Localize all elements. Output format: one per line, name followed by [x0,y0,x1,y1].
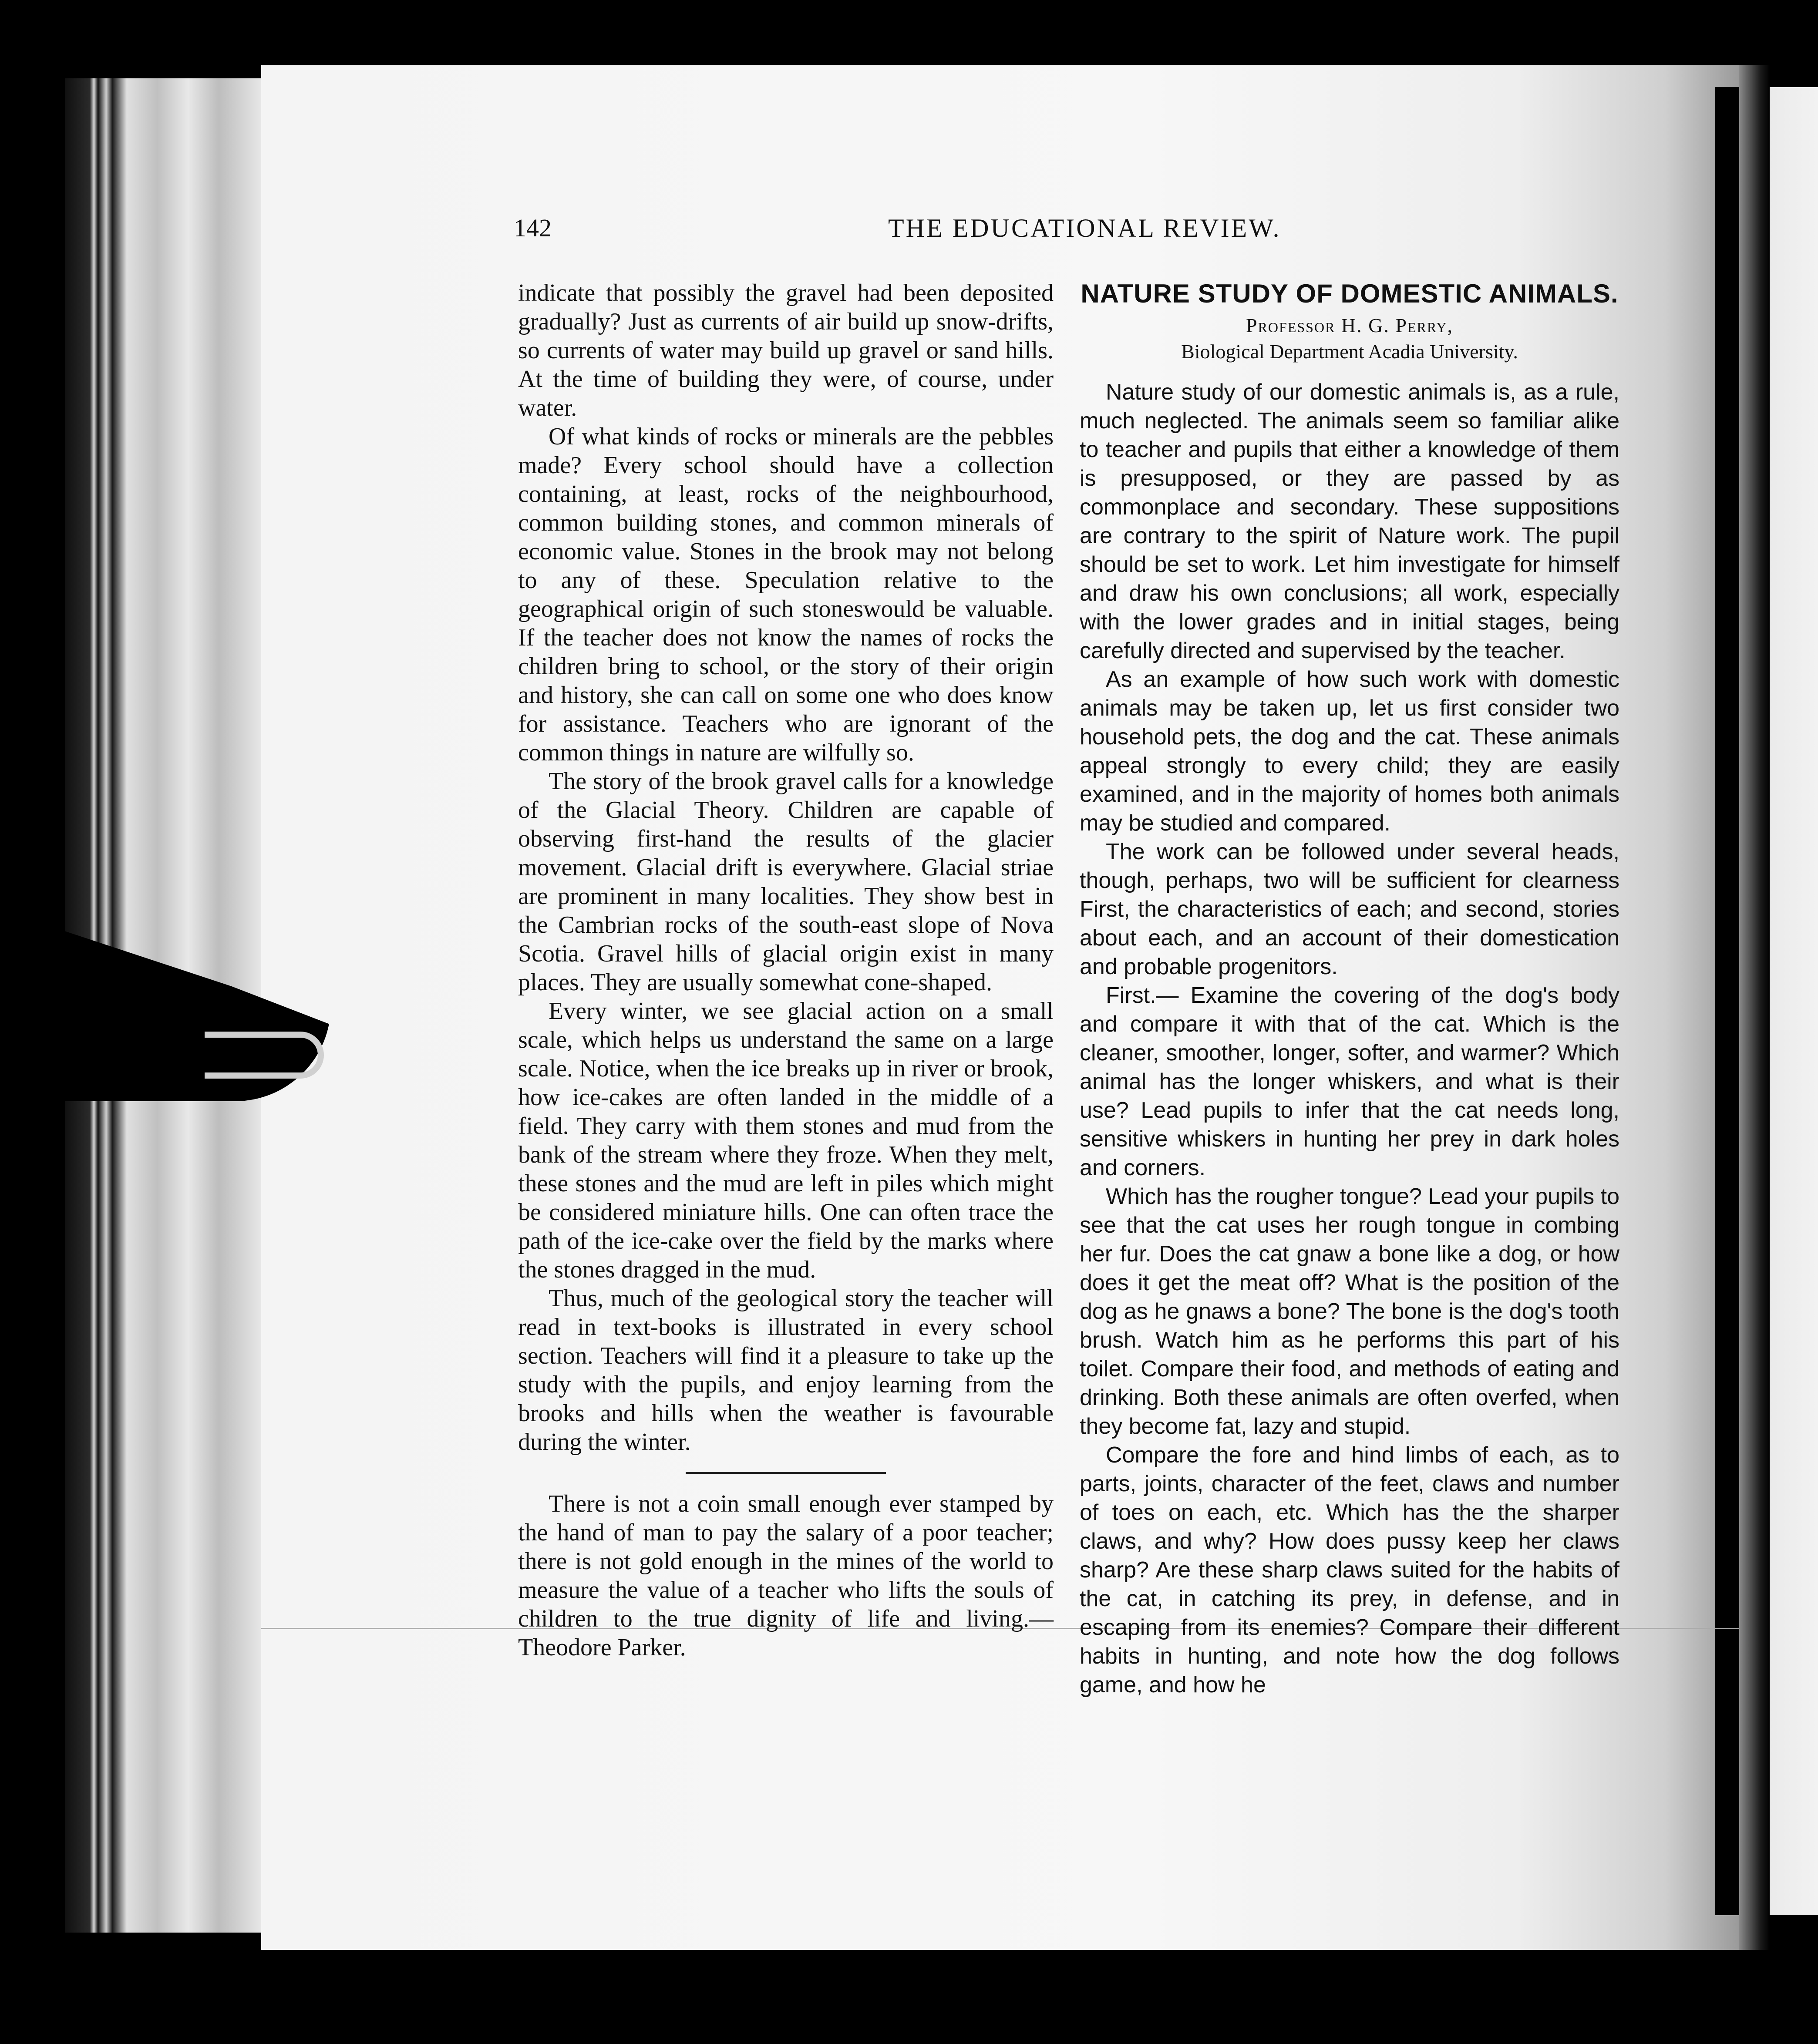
page-number: 142 [514,214,552,242]
paragraph: The story of the brook gravel calls for a knowledge of the Glacial Theory. Children are capable of observing first-hand the results of the glacier movement. Glacial drift is everywhere. Glacial striae are prominent in many localities. They show best in the Cambrian rocks of the south-east slope of Nova Scotia. Gravel hills of glacial origin exist in many places. They are usually somewhat cone-shaped. [518,768,1054,996]
article-title: NATURE STUDY OF DOMESTIC ANIMALS. [1081,279,1619,308]
paragraph: Which has the rougher tongue? Lead your pupils to see that the cat uses her rough tongue in combing her fur. Does the cat gnaw a bone like a dog, or how does it get the meat off? What is the position of the dog as he gnaws a bone? The bone is the dog's tooth brush. Watch him as he performs this part of his toilet. Compare their food, and methods of eating and drinking. Both these animals are often overfed, when they become fat, lazy and stupid. [1080,1184,1619,1439]
paragraph: As an example of how such work with domestic animals may be taken up, let us first consider two household pets, the dog and the cat. These animals appeal strongly to every child; they are easily examined, and in the majority of homes both animals may be studied and compared. [1080,667,1619,836]
quote: There is not a coin small enough ever stamped by the hand of man to pay the salary of a poor teacher; there is not gold enough in the mines of the world to measure the value of a teacher who lifts the souls of children to the true dignity of life and living.—Theodore Parker. [518,1490,1054,1661]
paragraph: Thus, much of the geological story the teacher will read in text-books is illustrated in every school section. Teachers will find it a pleasure to take up the study with the pupils, and enjoy learning from the brooks and hills when the weather is favourable during the winter. [518,1285,1054,1456]
finger-highlight [205,1032,324,1079]
running-head: THE EDUCATIONAL REVIEW. [888,214,1281,242]
paragraph: indicate that possibly the gravel had been deposited gradually? Just as currents of air build up snow-drifts, so currents of water may build up gravel or sand hills. At the time of building they were, of course, under water. [518,279,1054,421]
page-header [514,213,1646,261]
paragraph: Every winter, we see glacial action on a small scale, which helps us understand the same on a large scale. Notice, when the ice breaks up in river or brook, how ice-cakes are often landed in the middle of a field. They carry with them stones and mud from the bank of the stream where they froze. When they melt, these stones and the mud are left in piles which might be considered miniature hills. One can often trace the path of the ice-cake over the field by the marks where the stones dragged in the mud. [518,998,1054,1283]
left-column [518,279,1054,1662]
paragraph: Of what kinds of rocks or minerals are the pebbles made? Every school should have a collection containing, at least, rocks of the neighbourhood, common building stones, and common minerals of economic value. Stones in the brook may not belong to any of these. Speculation relative to the geographical origin of such stoneswould be valuable. If the teacher does not know the names of rocks the children bring to school, or the story of their origin and history, she can call on some one who does know for assistance. Teachers who are ignorant of the common things in nature are wilfully so. [518,423,1054,766]
article-body [1080,378,1619,1699]
book-gutter [1739,65,1770,1950]
paragraph: The work can be followed under several heads, though, perhaps, two will be sufficient for clearness First, the characteristics of each; and second, stories about each, and an account of their domestication and probable progenitors. [1080,839,1619,979]
paragraph: Nature study of our domestic animals is, as a rule, much neglected. The animals seem so familiar alike to teacher and pupils that either a knowledge of them is presupposed, or they are passed by as commonplace and secondary. These suppositions are contrary to the spirit of Nature work. The pupil should be set to work. Let him investigate for himself and draw his own conclusions; all work, especially with the lower grades and in initial stages, being carefully directed and supervised by the teacher. [1080,380,1619,663]
article-author: Professor H. G. Perry, [1246,314,1454,336]
paragraph: First.— Examine the covering of the dog's body and compare it with that of the cat. Which is the cleaner, smoother, longer, softer, and warmer? Which animal has the longer whiskers, and what is their use? Lead pupils to infer that the cat needs long, sensitive whiskers in hunting her prey in dark holes and corners. [1080,983,1619,1180]
article-affiliation: Biological Department Acadia University. [1181,340,1518,363]
right-column [1080,279,1619,1699]
section-divider [686,1472,886,1474]
paragraph: Compare the fore and hind limbs of each, as to parts, joints, character of the feet, claws and number of toes on each, etc. Which has the the sharper claws, and why? How does pussy keep her claws sharp? Are these sharp claws suited for the habits of the cat, in catching its prey, in defense, and in escaping from its enemies? Compare their different habits in hunting, and note how the dog follows game, and how he [1080,1442,1619,1698]
